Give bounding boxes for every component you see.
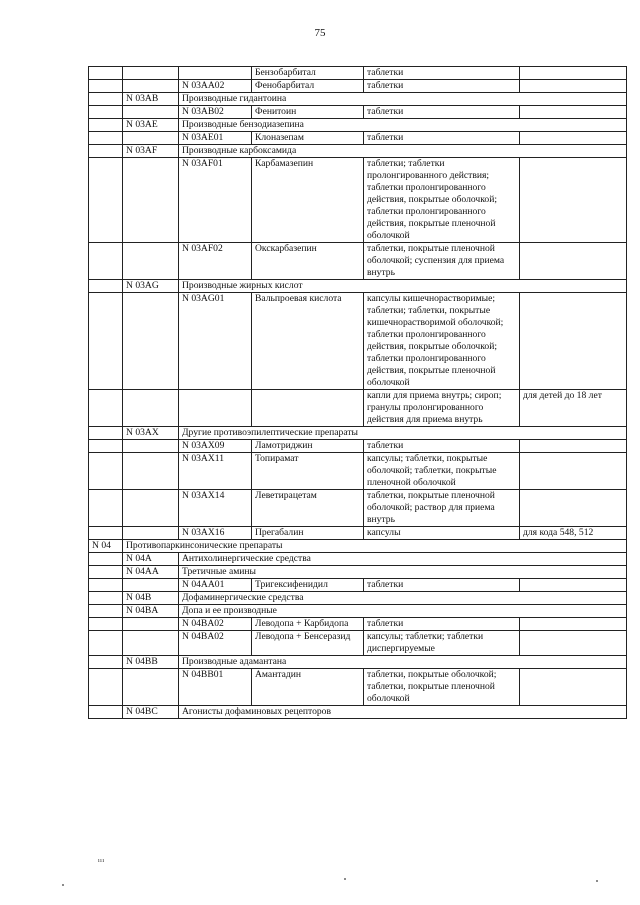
table-cell: Амантадин xyxy=(252,669,364,706)
table-body xyxy=(89,67,627,719)
table-cell: N 03AG01 xyxy=(179,293,252,390)
table-cell xyxy=(520,453,627,490)
table-cell: Другие противоэпилептические препараты xyxy=(179,427,627,440)
table-cell: Тригексифенидил xyxy=(252,579,364,592)
table-cell: таблетки xyxy=(364,618,520,631)
table-cell: Агонисты дофаминовых рецепторов xyxy=(179,706,627,719)
table-cell: Окскарбазепин xyxy=(252,243,364,280)
page-number: 75 xyxy=(314,27,326,39)
table-row xyxy=(89,427,627,440)
table-row xyxy=(89,566,627,579)
table-row xyxy=(89,618,627,631)
table-row xyxy=(89,106,627,119)
cell-class-code xyxy=(89,145,123,158)
table-cell: таблетки xyxy=(364,106,520,119)
table-row xyxy=(89,656,627,669)
table-cell: N 04BA xyxy=(123,605,179,618)
table-row xyxy=(89,390,627,427)
table-cell xyxy=(123,527,179,540)
table-cell: N 03AE xyxy=(123,119,179,132)
table-row xyxy=(89,490,627,527)
table-cell: для кода 548, 512 xyxy=(520,527,627,540)
table-row xyxy=(89,67,627,80)
table-cell: N 03AB02 xyxy=(179,106,252,119)
table-cell xyxy=(123,453,179,490)
table-row xyxy=(89,93,627,106)
table-row xyxy=(89,293,627,390)
table-cell: N 04AA01 xyxy=(179,579,252,592)
cell-class-code xyxy=(89,158,123,243)
table-cell: N 03AA02 xyxy=(179,80,252,93)
cell-class-code xyxy=(89,669,123,706)
table-cell: N 04A xyxy=(123,553,179,566)
table-cell: Клоназепам xyxy=(252,132,364,145)
table-cell xyxy=(520,490,627,527)
table-cell: капсулы; таблетки, покрытые оболочкой; таблетки, покрытые пленочной оболочкой xyxy=(364,453,520,490)
table-cell: Производные адамантана xyxy=(179,656,627,669)
table-cell: Леводопа + Карбидопа xyxy=(252,618,364,631)
table-cell: N 03AF01 xyxy=(179,158,252,243)
table-cell xyxy=(520,243,627,280)
table-row xyxy=(89,592,627,605)
table-row xyxy=(89,579,627,592)
table-cell xyxy=(520,132,627,145)
cell-class-code xyxy=(89,280,123,293)
table-row xyxy=(89,145,627,158)
table-cell: таблетки xyxy=(364,80,520,93)
table-row xyxy=(89,669,627,706)
table-cell: Дофаминергические средства xyxy=(179,592,627,605)
table-cell: Прегабалин xyxy=(252,527,364,540)
table-cell xyxy=(123,490,179,527)
table-cell: N 04BB xyxy=(123,656,179,669)
cell-class-code xyxy=(89,618,123,631)
table-cell xyxy=(520,80,627,93)
table-cell xyxy=(179,67,252,80)
table-cell: Производные карбоксамида xyxy=(179,145,627,158)
table-cell: N 03AX09 xyxy=(179,440,252,453)
footer-mark: ııı xyxy=(98,858,105,864)
table-cell xyxy=(123,80,179,93)
cell-class-code xyxy=(89,631,123,656)
table-cell xyxy=(123,132,179,145)
table-row xyxy=(89,453,627,490)
cell-class-code xyxy=(89,427,123,440)
table-row xyxy=(89,280,627,293)
table-cell xyxy=(123,67,179,80)
table-cell: Леветирацетам xyxy=(252,490,364,527)
table-cell xyxy=(520,669,627,706)
table-cell xyxy=(520,631,627,656)
table-cell xyxy=(252,390,364,427)
table-cell: Третичные амины xyxy=(179,566,627,579)
table-cell: Допа и ее производные xyxy=(179,605,627,618)
table-cell: Топирамат xyxy=(252,453,364,490)
cell-class-code xyxy=(89,656,123,669)
table-cell: таблетки xyxy=(364,67,520,80)
scan-speck xyxy=(62,884,64,886)
table-cell xyxy=(520,579,627,592)
table-cell: капсулы xyxy=(364,527,520,540)
table-cell: таблетки; таблетки пролонгированного действия; таблетки пролонгированного действия, покрытые оболочкой; таблетки пролонгированного действия, покрытые пленочной оболочкой xyxy=(364,158,520,243)
cell-class-code xyxy=(89,605,123,618)
cell-class-code xyxy=(89,106,123,119)
table-cell: таблетки xyxy=(364,132,520,145)
table-cell xyxy=(520,106,627,119)
cell-class-code xyxy=(89,132,123,145)
table-cell: Антихолинергические средства xyxy=(179,553,627,566)
table-row xyxy=(89,527,627,540)
table-cell xyxy=(123,440,179,453)
table-cell: Карбамазепин xyxy=(252,158,364,243)
table-row xyxy=(89,540,627,553)
table-cell: N 04BA02 xyxy=(179,618,252,631)
table-cell: Производные жирных кислот xyxy=(179,280,627,293)
table-cell: N 03AX11 xyxy=(179,453,252,490)
table-cell: таблетки xyxy=(364,440,520,453)
table-cell: N 04BC xyxy=(123,706,179,719)
table-cell: Леводопа + Бенсеразид xyxy=(252,631,364,656)
table-cell xyxy=(520,440,627,453)
table-row xyxy=(89,243,627,280)
cell-class-code xyxy=(89,119,123,132)
cell-class-code xyxy=(89,579,123,592)
table-cell xyxy=(123,669,179,706)
table-cell: капсулы кишечнорастворимые; таблетки; таблетки, покрытые кишечнорастворимой оболочкой; таблетки пролонгированного действия, покрытые оболочкой; таблетки пролонгированного действия, покрытые пленочной оболочкой xyxy=(364,293,520,390)
cell-class-code xyxy=(89,527,123,540)
table-cell xyxy=(123,618,179,631)
table-cell: таблетки, покрытые пленочной оболочкой; суспензия для приема внутрь xyxy=(364,243,520,280)
scan-speck xyxy=(344,878,346,880)
table-cell: N 03AX xyxy=(123,427,179,440)
table-cell: таблетки, покрытые пленочной оболочкой; раствор для приема внутрь xyxy=(364,490,520,527)
table-cell xyxy=(123,243,179,280)
table-cell: N 03AF xyxy=(123,145,179,158)
table-cell xyxy=(123,106,179,119)
cell-class-code xyxy=(89,67,123,80)
cell-class-code xyxy=(89,93,123,106)
table-row xyxy=(89,706,627,719)
table-cell xyxy=(520,618,627,631)
table-cell: N 03AF02 xyxy=(179,243,252,280)
table-row xyxy=(89,553,627,566)
cell-class-code xyxy=(89,390,123,427)
table-cell: Фенитоин xyxy=(252,106,364,119)
cell-class-code: N 04 xyxy=(89,540,123,553)
table-row xyxy=(89,80,627,93)
cell-class-code xyxy=(89,490,123,527)
table-cell xyxy=(123,293,179,390)
table-cell: Производные гидантоина xyxy=(179,93,627,106)
table-row xyxy=(89,631,627,656)
cell-class-code xyxy=(89,293,123,390)
table-cell: таблетки xyxy=(364,579,520,592)
table-cell: N 04AA xyxy=(123,566,179,579)
table-cell: Противопаркинсонические препараты xyxy=(123,540,627,553)
table-cell: Ламотриджин xyxy=(252,440,364,453)
cell-class-code xyxy=(89,440,123,453)
table-cell: капли для приема внутрь; сироп; гранулы пролонгированного действия для приема внутрь xyxy=(364,390,520,427)
cell-class-code xyxy=(89,553,123,566)
table-row xyxy=(89,132,627,145)
table-cell xyxy=(520,293,627,390)
table-cell xyxy=(520,158,627,243)
table-cell xyxy=(123,579,179,592)
table-row xyxy=(89,158,627,243)
table-cell: Вальпроевая кислота xyxy=(252,293,364,390)
table-cell xyxy=(179,390,252,427)
table-cell: N 03AX14 xyxy=(179,490,252,527)
table-cell: N 04BA02 xyxy=(179,631,252,656)
table-cell xyxy=(520,67,627,80)
cell-class-code xyxy=(89,453,123,490)
cell-class-code xyxy=(89,566,123,579)
table-cell: для детей до 18 лет xyxy=(520,390,627,427)
cell-class-code xyxy=(89,80,123,93)
table-cell: N 04BB01 xyxy=(179,669,252,706)
table-cell: таблетки, покрытые оболочкой; таблетки, покрытые пленочной оболочкой xyxy=(364,669,520,706)
scan-speck xyxy=(596,880,598,882)
cell-class-code xyxy=(89,592,123,605)
table-cell xyxy=(123,631,179,656)
table-cell: Бензобарбитал xyxy=(252,67,364,80)
drug-classification-table xyxy=(88,66,627,719)
table-cell: Производные бензодиазепина xyxy=(179,119,627,132)
table-row xyxy=(89,119,627,132)
table-cell: N 03AE01 xyxy=(179,132,252,145)
cell-class-code xyxy=(89,706,123,719)
table-cell: N 03AG xyxy=(123,280,179,293)
table-cell: капсулы; таблетки; таблетки диспергируемые xyxy=(364,631,520,656)
table-cell xyxy=(123,158,179,243)
table-cell: Фенобарбитал xyxy=(252,80,364,93)
table-cell xyxy=(123,390,179,427)
table-row xyxy=(89,605,627,618)
table-row xyxy=(89,440,627,453)
cell-class-code xyxy=(89,243,123,280)
table-cell: N 03AX16 xyxy=(179,527,252,540)
table-cell: N 03AB xyxy=(123,93,179,106)
table-cell: N 04B xyxy=(123,592,179,605)
